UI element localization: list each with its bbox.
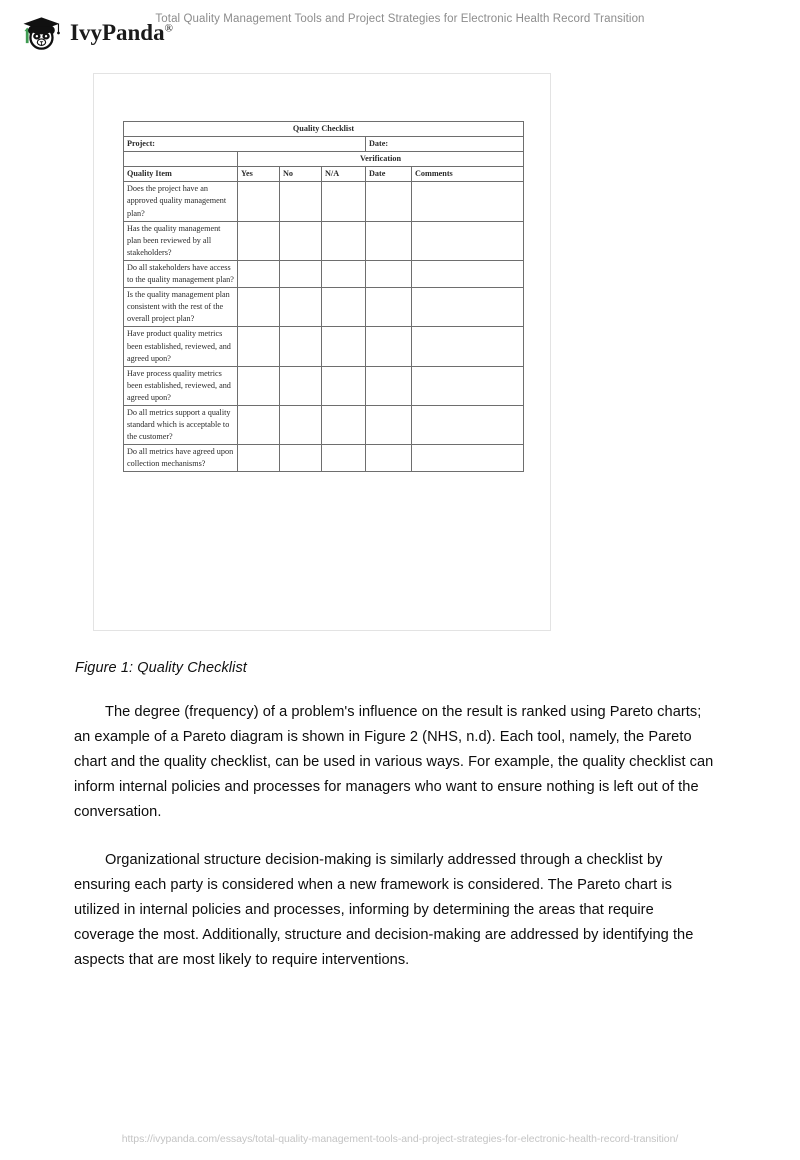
- cell-no: [280, 260, 322, 287]
- quality-item-text: Do all metrics have agreed upon collection mechanisms?: [124, 445, 238, 472]
- quality-item-text: Have product quality metrics been established, reviewed, and agreed upon?: [124, 327, 238, 366]
- cell-na: [322, 445, 366, 472]
- table-row: [124, 182, 524, 221]
- project-label: Project:: [124, 137, 366, 152]
- cell-comments: [412, 182, 524, 221]
- document-title: Total Quality Management Tools and Project Strategies for Electronic Health Record Transition: [155, 13, 645, 25]
- checklist-title-row: [124, 122, 524, 137]
- table-row: [124, 221, 524, 260]
- footer-source-url[interactable]: https://ivypanda.com/essays/total-quality-management-tools-and-project-strategies-for-electronic-health-record-transition/: [121, 1133, 679, 1145]
- quality-item-text: Have process quality metrics been established, reviewed, and agreed upon?: [124, 366, 238, 405]
- cell-no: [280, 405, 322, 444]
- cell-no: [280, 327, 322, 366]
- cell-yes: [238, 288, 280, 327]
- cell-comments: [412, 288, 524, 327]
- registered-mark-icon: ®: [164, 22, 173, 35]
- table-row: [124, 405, 524, 444]
- cell-comments: [412, 445, 524, 472]
- cell-date: [366, 288, 412, 327]
- checklist-title: Quality Checklist: [124, 122, 524, 137]
- column-header-date: Date: [366, 167, 412, 182]
- cell-na: [322, 221, 366, 260]
- cell-na: [322, 405, 366, 444]
- verification-row-spacer: [124, 152, 238, 167]
- cell-comments: [412, 221, 524, 260]
- article-body: [74, 700, 715, 996]
- table-row: [124, 445, 524, 472]
- cell-comments: [412, 405, 524, 444]
- cell-na: [322, 366, 366, 405]
- column-header-yes: Yes: [238, 167, 280, 182]
- brand-name-text: IvyPanda: [70, 20, 165, 45]
- cell-date: [366, 366, 412, 405]
- checklist-verification-row: [124, 152, 524, 167]
- cell-no: [280, 221, 322, 260]
- cell-na: [322, 327, 366, 366]
- table-row: [124, 327, 524, 366]
- cell-no: [280, 182, 322, 221]
- table-row: [124, 260, 524, 287]
- cell-yes: [238, 327, 280, 366]
- column-header-comments: Comments: [412, 167, 524, 182]
- checklist-project-row: [124, 137, 524, 152]
- quality-item-text: Do all metrics support a quality standard which is acceptable to the customer?: [124, 405, 238, 444]
- body-paragraph: Organizational structure decision-making is similarly addressed through a checklist by ensuring each party is considered when a new framework is considered. The Pareto chart is utilized in internal policies and processes, informing by determining the areas that require coverage the most. Additionally, structure and decision-making are addressed by identifying the aspects that are most likely to require interventions.: [74, 852, 694, 968]
- cell-yes: [238, 260, 280, 287]
- quality-item-text: Is the quality management plan consistent with the rest of the overall project plan?: [124, 288, 238, 327]
- cell-yes: [238, 405, 280, 444]
- date-label: Date:: [366, 137, 524, 152]
- cell-no: [280, 288, 322, 327]
- cell-date: [366, 182, 412, 221]
- cell-na: [322, 182, 366, 221]
- cell-comments: [412, 327, 524, 366]
- quality-item-text: Has the quality management plan been reviewed by all stakeholders?: [124, 221, 238, 260]
- cell-yes: [238, 221, 280, 260]
- quality-item-text: Do all stakeholders have access to the quality management plan?: [124, 260, 238, 287]
- table-row: [124, 366, 524, 405]
- column-header-na: N/A: [322, 167, 366, 182]
- cell-date: [366, 405, 412, 444]
- column-header-quality-item: Quality Item: [124, 167, 238, 182]
- cell-date: [366, 445, 412, 472]
- figure-caption: Figure 1: Quality Checklist: [75, 660, 247, 676]
- cell-na: [322, 288, 366, 327]
- cell-yes: [238, 366, 280, 405]
- quality-checklist-table-wrapper: [123, 121, 523, 472]
- cell-date: [366, 221, 412, 260]
- cell-comments: [412, 260, 524, 287]
- column-header-no: No: [280, 167, 322, 182]
- quality-item-text: Does the project have an approved quality management plan?: [124, 182, 238, 221]
- cell-yes: [238, 182, 280, 221]
- cell-date: [366, 327, 412, 366]
- cell-no: [280, 366, 322, 405]
- table-row: [124, 288, 524, 327]
- cell-date: [366, 260, 412, 287]
- checklist-column-header-row: [124, 167, 524, 182]
- page-footer: [0, 1129, 800, 1147]
- body-paragraph: The degree (frequency) of a problem's influence on the result is ranked using Pareto charts; an example of a Pareto diagram is shown in Figure 2 (NHS, n.d). Each tool, namely, the Pareto chart and the quality checklist, can be used in various ways. For example, the quality checklist can inform internal policies and processes for managers who want to ensure nothing is left out of the conversation.: [74, 704, 714, 820]
- cell-yes: [238, 445, 280, 472]
- figure-image-frame: [93, 73, 551, 631]
- verification-label: Verification: [238, 152, 524, 167]
- cell-no: [280, 445, 322, 472]
- page-header: [0, 0, 800, 62]
- cell-na: [322, 260, 366, 287]
- cell-comments: [412, 366, 524, 405]
- quality-checklist-table: [123, 121, 524, 472]
